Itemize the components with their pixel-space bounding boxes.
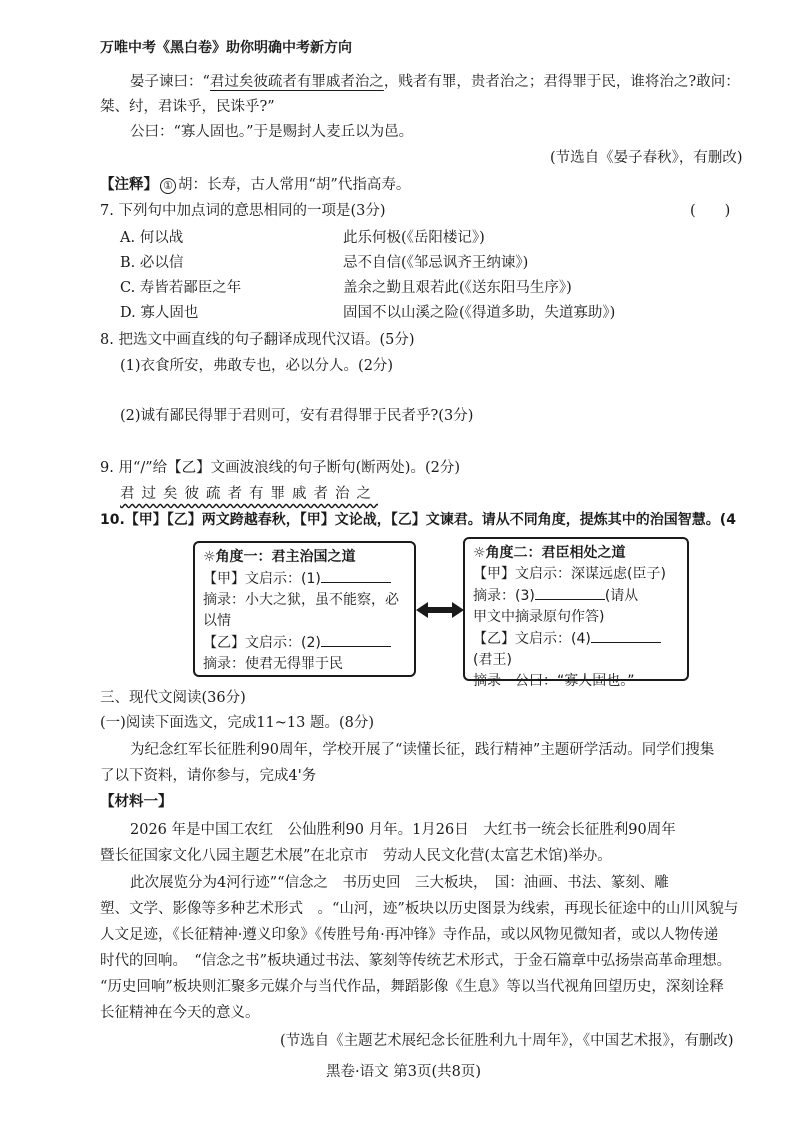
passage-source: (节选自《晏子春秋》，有删改) xyxy=(550,150,743,166)
annotation-note: 【注释】 ① 胡：长寿，古人常用“胡”代指高寿。 xyxy=(100,176,411,193)
material-line-5: 人文足迹，《长征精神·遵义印象》《传胜号角·再冲锋》寺作品，或以风物见微知者，或以人物传递 xyxy=(100,927,719,943)
question-7-answer-bracket[interactable]: ( ) xyxy=(690,203,731,219)
double-arrow-icon xyxy=(416,600,464,620)
option-d-right: 固国不以山溪之险(《得道多助，失道寡助》) xyxy=(343,305,616,321)
question-8-sub-1: (1)衣食所安，弗敢专也，必以分人。(2分) xyxy=(120,358,394,374)
question-7-stem: 7. 下列句中加点词的意思相同的一项是(3分) xyxy=(100,203,386,219)
material-source: (节选自《主题艺术展纪念长征胜利九十周年》，《中国艺术报》，有删改) xyxy=(280,1033,734,1049)
material-line-8: 长征精神在今天的意义。 xyxy=(100,1005,260,1021)
intro-line-1: 为纪念红军长征胜利90周年，学校开展了“读懂长征，践行精神”主题研学活动。同学们搜集 xyxy=(130,742,715,758)
section-3-title: 三、现代文阅读(36分) xyxy=(100,690,246,706)
question-10-stem: 10.【甲】【乙】两文跨越春秋，【甲】文论战，【乙】文谏君。请从不同角度，提炼其中的治国智慧。(4 xyxy=(100,512,736,528)
question-8-sub-2: (2)诚有鄙民得罪于君则可，安有君得罪于民者乎?(3分) xyxy=(120,408,474,424)
underlined-sentence: 君过矣彼疏者有罪戚者治之 xyxy=(209,74,384,90)
material-line-2: 暨长征国家文化八园主题艺术展”在北京市 劳动人民文化营(太富艺术馆)举办。 xyxy=(100,848,612,864)
question-9-wavy-sentence: 君过矣彼疏者有罪戚者治之 xyxy=(120,486,378,502)
answer-blank-3[interactable] xyxy=(535,585,605,600)
material-line-3: 此次展览分为4河行迹”“信念之 书历史回 三大板块， 国：油画、书法、篆刻、雕 xyxy=(130,875,669,891)
option-c-left: C. 寿皆若鄙臣之年 xyxy=(120,280,242,296)
section-3-subtitle: (一)阅读下面选文，完成11~13 题。(8分) xyxy=(100,715,375,731)
material-line-1: 2026 年是中国工农红 公仙胜利90 月年。1月26日 大红书一统会长征胜利90周年 xyxy=(130,822,676,838)
material-line-6: 时代的回响。 “信念之书”板块通过书法、篆刻等传统艺术形式，于金石篇章中弘扬崇高革命理想。 xyxy=(100,953,732,969)
angle-two-title: ☼角度二：君臣相处之道 xyxy=(473,545,626,561)
option-b-left: B. 必以信 xyxy=(120,255,184,271)
angle-two-box: ☼角度二：君臣相处之道 【甲】文启示：深谋远虑(臣子) 摘录：(3) (请从 甲文中摘录原句作答) 【乙】文启示：(4) (君王) 摘录 公曰：“寡人固也。” xyxy=(463,537,689,681)
passage-paragraph-1-cont: 桀、纣，君诛乎，民诛乎?” xyxy=(100,99,275,115)
note-number: ① xyxy=(160,178,176,194)
option-b-right: 忌不自信(《邹忌讽齐王纳谏》) xyxy=(343,255,529,271)
passage-paragraph-2: 公曰：“寡人固也。”于是赐封人麦丘以为邑。 xyxy=(130,124,414,140)
header-title: 万唯中考《黑白卷》助你明确中考新方向 xyxy=(100,40,352,56)
option-a-right: 此乐何极(《岳阳楼记》) xyxy=(343,230,485,246)
material-line-7: “历史回响”板块则汇聚多元媒介与当代作品，舞蹈影像《生息》等以当代视角回望历史，深刻诠释 xyxy=(100,979,724,995)
material-one-label: 【材料一】 xyxy=(100,793,173,810)
answer-blank-4[interactable] xyxy=(591,628,661,643)
lightbulb-icon: ☼ xyxy=(203,549,216,565)
option-c-right: 盖余之勤且艰若此(《送东阳马生序》) xyxy=(343,280,572,296)
answer-blank-1[interactable] xyxy=(321,568,391,583)
intro-line-2: 了以下资料，请你参与，完成4'务 xyxy=(100,768,317,784)
material-line-4: 塑、文学、影像等多种艺术形式 。“山河，迹”板块以历史图景为线索，再现长征途中的山川风貌与 xyxy=(100,901,739,917)
answer-blank-2[interactable] xyxy=(321,632,391,647)
angle-one-title: ☼角度一：君主治国之道 xyxy=(203,549,356,565)
option-a-left: A. 何以战 xyxy=(120,230,184,246)
question-8-stem: 8. 把选文中画直线的句子翻译成现代汉语。(5分) xyxy=(100,332,415,348)
question-9-stem: 9. 用“/”给【乙】文画波浪线的句子断句(断两处)。(2分) xyxy=(100,460,461,476)
angle-one-box: ☼角度一：君主治国之道 【甲】文启示：(1) 摘录：小大之狱，虽不能察，必 以情 【乙】文启示：(2) 摘录：使君无得罪于民 xyxy=(193,541,416,677)
page-footer: 黑卷·语文 第3页(共8页) xyxy=(326,1064,481,1080)
option-d-left: D. 寡人固也 xyxy=(120,305,199,321)
lightbulb-icon: ☼ xyxy=(473,545,486,561)
passage-paragraph-1: 晏子谏曰：“君过矣彼疏者有罪戚者治之，贱者有罪，贵者治之；君得罪于民，谁将治之?敢问： xyxy=(130,74,740,90)
